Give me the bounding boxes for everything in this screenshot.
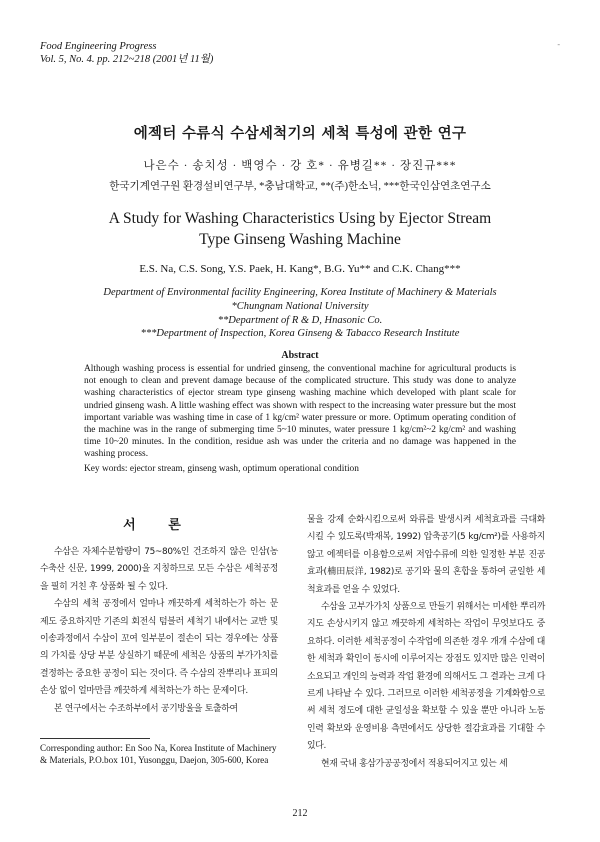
journal-info bbox=[40, 41, 213, 66]
title-english-line1: A Study for Washing Characteristics Using by Ejector Stream bbox=[108, 210, 492, 227]
abstract-text: Although washing process is essential for undried ginseng, the conventional machine for agricultural products is not enough to clean and prevent damage because of the complicated structure. This study was done to analyze washing characteristics of ejector stream type ginseng washing machine which developed with plant scale for undried ginseng wash. A little washing effect was shown with respect to the increasing water pressure but the most important variable was washing time in case of 1 kg/cm² water pressure or more. Optimum operating condition of the machine was in the range of submerging time 5~10 minutes, water pressure 1 kg/cm²~2 kg/cm² and washing time 10~20 minutes. In the condition, residue ash was under the criteria and no damage was happened in the washing process. bbox=[84, 364, 516, 460]
title-korean: 에젝터 수류식 수삼세척기의 세척 특성에 관한 연구 bbox=[133, 126, 467, 142]
journal-name: Food Engineering Progress bbox=[40, 41, 157, 52]
right-column bbox=[307, 512, 545, 773]
footnote-divider bbox=[40, 738, 150, 739]
paragraph: 수삼을 고부가가치 상품으로 만들기 위해서는 미세한 뿌리까지도 손상시키지 않고 깨끗하게 세척하는 작업이 무엇보다도 중요하다. 이러한 세척공정이 수작업에 의존한 경우 개개 수삼에 대한 세척과 확인이 동시에 이루어지는 장점도 있지만 많은 인력이 소요되고 개인의 능력과 작업 환경에 의해서도 그 결과는 크게 다르게 나타날 수 있다. 그러므로 이러한 세척공정을 기계화함으로써 세척 정도에 대한 균일성을 확보할 수 있을 뿐만 아니라 노동 인력 확보와 운영비용 측면에서도 상당한 절감효과를 기대할 수 있다. bbox=[307, 602, 545, 752]
affiliations-english bbox=[0, 286, 600, 341]
left-column bbox=[40, 544, 278, 718]
authors-korean: 나은수 · 송치성 · 백영수 · 강 호* · 유병길** · 장진규*** bbox=[143, 160, 457, 172]
abstract-heading: Abstract bbox=[281, 350, 319, 361]
paragraph: 현재 국내 홍삼가공공정에서 적용되어지고 있는 세 bbox=[321, 758, 508, 769]
affiliation-line: ***Department of Inspection, Korea Ginseng & Tabacco Research Institute bbox=[140, 328, 460, 340]
affiliation-line: *Chungnam National University bbox=[231, 300, 369, 312]
affiliation-line: Department of Environmental facility Engineering, Korea Institute of Machinery & Materials bbox=[103, 287, 497, 298]
keywords: Key words: ejector stream, ginseng wash, optimum operational condition bbox=[84, 464, 359, 474]
journal-volume: Vol. 5, No. 4. pp. 212~218 (2001년 11월) bbox=[40, 53, 214, 65]
paragraph: 수삼은 자체수분함량이 75~80%인 건조하지 않은 인삼(농수축산 신문, 1999, 2000)을 지칭하므로 모든 수삼은 세척공정을 필히 거친 후 상품화 될 수 있다. bbox=[40, 547, 278, 592]
paragraph: 본 연구에서는 수조하부에서 공기방울을 토출하여 bbox=[54, 703, 238, 714]
corresponding-author-footnote: Corresponding author: En Soo Na, Korea Institute of Machinery & Materials, P.O.box 101, Yusonggu, Daejon, 305-600, Korea bbox=[40, 743, 277, 765]
corner-mark: - bbox=[557, 40, 560, 49]
affiliation-line: **Department of R & D, Hnasonic Co. bbox=[217, 314, 383, 326]
section-heading-introduction: 서 론 bbox=[123, 518, 195, 533]
authors-english: E.S. Na, C.S. Song, Y.S. Paek, H. Kang*, B.G. Yu** and C.K. Chang*** bbox=[139, 263, 461, 275]
title-english-line2: Type Ginseng Washing Machine bbox=[199, 231, 401, 248]
page-number: 212 bbox=[292, 808, 308, 819]
title-english bbox=[0, 208, 600, 250]
paragraph: 물을 강제 순화시킴으로써 와류를 발생시켜 세척효과를 극대화시킬 수 있도록(박재복, 1992) 압축공기(5 kg/cm²)를 사용하지 않고 에젝터를 이용함으로써 저압수류에 의한 일정한 부분 진공 효과(楠田辰洋, 1982)로 공기와 물의 혼합을 통하여 균일한 세척효과를 얻을 수 있었다. bbox=[307, 515, 545, 595]
paragraph: 수삼의 세척 공정에서 얼마나 깨끗하게 세척하는가 하는 문제도 중요하지만 기존의 회전식 텀블러 세척기 내에서는 교반 및 이송과정에서 수삼이 꼬여 일부분이 절손이 되는 경우에는 상품의 가치를 상당 부분 상실하기 때문에 세척은 상품의 부가가치를 결정하는 중요한 공정이 되는 것이다. 즉 수삼의 잔뿌리나 표피의 손상 없이 얼마만큼 깨끗하게 세척하는가 하는 문제이다. bbox=[40, 599, 278, 697]
affiliations-korean: 한국기계연구원 환경설비연구부, *충남대학교, **(주)한소닉, ***한국인삼연초연구소 bbox=[109, 181, 491, 192]
